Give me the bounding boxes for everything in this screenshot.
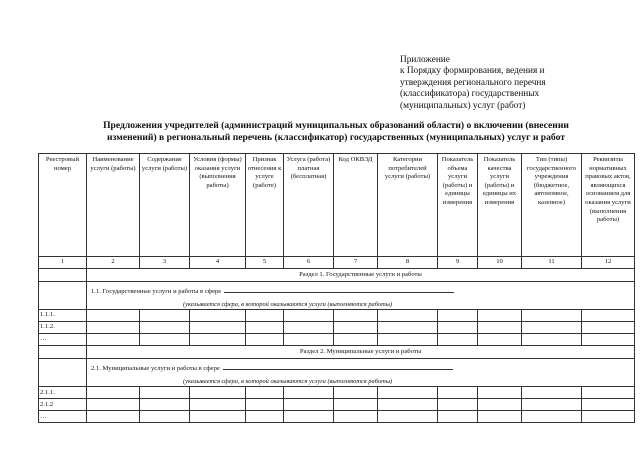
column-number: 7 bbox=[334, 257, 378, 269]
column-number: 3 bbox=[140, 257, 190, 269]
data-cell[interactable] bbox=[438, 334, 478, 346]
data-cell[interactable] bbox=[87, 411, 140, 423]
subsection-cell bbox=[87, 359, 635, 387]
header-cell: Реквизиты нормативных правовых актов, являющихся основанием для оказания услуги (выполнения работы) bbox=[582, 154, 635, 257]
data-cell[interactable] bbox=[140, 399, 190, 411]
appendix-note bbox=[400, 55, 635, 112]
data-cell[interactable] bbox=[378, 387, 438, 399]
data-cell[interactable] bbox=[190, 411, 246, 423]
title-line: изменений) в региональный перечень (классификатор) государственных (муниципальных) услуг и работ bbox=[107, 132, 565, 143]
row-number: 2.1.1. bbox=[39, 387, 87, 399]
column-number: 2 bbox=[87, 257, 140, 269]
column-number: 5 bbox=[246, 257, 284, 269]
table-row bbox=[39, 387, 635, 399]
data-cell[interactable] bbox=[87, 387, 140, 399]
data-cell[interactable] bbox=[140, 310, 190, 322]
header-cell: Тип (типы) государственного учреждения (бюджетное, автономное, казенное) bbox=[522, 154, 582, 257]
column-number: 9 bbox=[438, 257, 478, 269]
appendix-line: Приложение bbox=[400, 55, 450, 65]
data-cell[interactable] bbox=[438, 322, 478, 334]
table-row bbox=[39, 399, 635, 411]
data-cell[interactable] bbox=[378, 322, 438, 334]
data-cell[interactable] bbox=[284, 387, 334, 399]
data-cell[interactable] bbox=[582, 334, 635, 346]
data-cell[interactable] bbox=[522, 310, 582, 322]
data-cell[interactable] bbox=[438, 310, 478, 322]
data-cell[interactable] bbox=[284, 322, 334, 334]
empty-cell bbox=[39, 346, 87, 359]
section-title: Раздел 1. Государственные услуги и работы bbox=[87, 269, 635, 282]
column-number: 10 bbox=[478, 257, 522, 269]
table-row bbox=[39, 322, 635, 334]
column-number: 11 bbox=[522, 257, 582, 269]
data-cell[interactable] bbox=[522, 334, 582, 346]
header-cell: Условия (формы) оказания услуги (выполнения работы) bbox=[190, 154, 246, 257]
data-cell[interactable] bbox=[438, 399, 478, 411]
data-cell[interactable] bbox=[478, 310, 522, 322]
data-cell[interactable] bbox=[522, 399, 582, 411]
data-cell[interactable] bbox=[378, 310, 438, 322]
data-cell[interactable] bbox=[190, 322, 246, 334]
data-cell[interactable] bbox=[378, 334, 438, 346]
data-cell[interactable] bbox=[284, 411, 334, 423]
data-cell[interactable] bbox=[246, 399, 284, 411]
data-cell[interactable] bbox=[522, 322, 582, 334]
header-cell: Показатель качества услуги (работы) и единицы их измерения bbox=[478, 154, 522, 257]
column-number-row bbox=[39, 257, 635, 269]
data-cell[interactable] bbox=[87, 399, 140, 411]
table-row bbox=[39, 310, 635, 322]
header-cell: Услуга (работа) платная (бесплатная) bbox=[284, 154, 334, 257]
column-number: 4 bbox=[190, 257, 246, 269]
data-cell[interactable] bbox=[438, 411, 478, 423]
data-cell[interactable] bbox=[140, 334, 190, 346]
appendix-line: к Порядку формирования, ведения и bbox=[400, 66, 545, 77]
section-row bbox=[39, 346, 635, 359]
appendix-line: (муниципальных) услуг (работ) bbox=[400, 100, 526, 111]
row-number: 2.1.2 bbox=[39, 399, 87, 411]
subsection-title: 1.1. Государственные услуги и работы в сфере bbox=[91, 288, 222, 295]
table-row bbox=[39, 334, 635, 346]
section-title: Раздел 2. Муниципальные услуги и работы bbox=[87, 346, 635, 359]
appendix-line: (классификатора) государственных bbox=[400, 89, 540, 100]
data-cell[interactable] bbox=[378, 399, 438, 411]
data-cell[interactable] bbox=[190, 334, 246, 346]
sphere-blank-line[interactable] bbox=[224, 284, 454, 293]
data-cell[interactable] bbox=[478, 411, 522, 423]
sphere-hint: (указывается сфера, в которой оказываются услуги (выполняются работы) bbox=[183, 300, 393, 308]
register-table bbox=[38, 153, 635, 423]
subsection-row bbox=[39, 282, 635, 310]
header-cell: Реестровый номер bbox=[39, 154, 87, 257]
data-cell[interactable] bbox=[87, 322, 140, 334]
row-number: 1.1.2. bbox=[39, 322, 87, 334]
subsection-row bbox=[39, 359, 635, 387]
data-cell[interactable] bbox=[582, 322, 635, 334]
column-number: 6 bbox=[284, 257, 334, 269]
data-cell[interactable] bbox=[246, 387, 284, 399]
empty-cell bbox=[39, 269, 87, 282]
data-cell[interactable] bbox=[284, 310, 334, 322]
data-cell[interactable] bbox=[246, 411, 284, 423]
sphere-hint: (указывается сфера, в которой оказываются услуги (выполняются работы) bbox=[183, 377, 393, 385]
data-cell[interactable] bbox=[190, 310, 246, 322]
appendix-line: утверждения регионального перечня bbox=[400, 77, 546, 88]
data-cell[interactable] bbox=[140, 387, 190, 399]
header-cell: Признак отнесения к услуге (работе) bbox=[246, 154, 284, 257]
data-cell[interactable] bbox=[582, 310, 635, 322]
document-title bbox=[40, 120, 632, 144]
column-number: 8 bbox=[378, 257, 438, 269]
data-cell[interactable] bbox=[478, 334, 522, 346]
data-cell[interactable] bbox=[246, 334, 284, 346]
data-cell[interactable] bbox=[522, 387, 582, 399]
header-row bbox=[39, 154, 635, 257]
data-cell[interactable] bbox=[334, 334, 378, 346]
data-cell[interactable] bbox=[140, 411, 190, 423]
row-number: … bbox=[39, 334, 87, 346]
data-cell[interactable] bbox=[246, 310, 284, 322]
row-number: 1.1.1. bbox=[39, 310, 87, 322]
data-cell[interactable] bbox=[582, 399, 635, 411]
data-cell[interactable] bbox=[284, 399, 334, 411]
data-cell[interactable] bbox=[190, 399, 246, 411]
subsection-cell bbox=[87, 282, 635, 310]
data-cell[interactable] bbox=[284, 334, 334, 346]
section-row bbox=[39, 269, 635, 282]
row-number: … bbox=[39, 411, 87, 423]
column-number: 12 bbox=[582, 257, 635, 269]
data-cell[interactable] bbox=[522, 411, 582, 423]
data-cell[interactable] bbox=[334, 399, 378, 411]
column-number: 1 bbox=[39, 257, 87, 269]
data-cell[interactable] bbox=[334, 310, 378, 322]
sphere-blank-line[interactable] bbox=[223, 361, 453, 370]
data-cell[interactable] bbox=[334, 322, 378, 334]
data-cell[interactable] bbox=[87, 310, 140, 322]
subsection-title: 2.1. Муниципальные услуги и работы в сфере bbox=[91, 365, 220, 373]
header-cell: Категории потребителей услуги (работы) bbox=[378, 154, 438, 257]
header-cell: Содержание услуги (работы) bbox=[140, 154, 190, 257]
data-cell[interactable] bbox=[246, 322, 284, 334]
data-cell[interactable] bbox=[582, 387, 635, 399]
empty-cell bbox=[39, 359, 87, 387]
header-cell: Наименование услуги (работы) bbox=[87, 154, 140, 257]
data-cell[interactable] bbox=[478, 322, 522, 334]
data-cell[interactable] bbox=[438, 387, 478, 399]
data-cell[interactable] bbox=[334, 387, 378, 399]
header-cell: Код ОКВЭД bbox=[334, 154, 378, 257]
data-cell[interactable] bbox=[478, 399, 522, 411]
data-cell[interactable] bbox=[334, 411, 378, 423]
data-cell[interactable] bbox=[87, 334, 140, 346]
empty-cell bbox=[39, 282, 87, 310]
table-row bbox=[39, 411, 635, 423]
data-cell[interactable] bbox=[582, 411, 635, 423]
data-cell[interactable] bbox=[190, 387, 246, 399]
data-cell[interactable] bbox=[140, 322, 190, 334]
data-cell[interactable] bbox=[378, 411, 438, 423]
header-cell: Показатель объема услуги (работы) и единицы измерения bbox=[438, 154, 478, 257]
title-line: Предложения учредителей (администраций муниципальных образований области) о включении (внесении bbox=[103, 120, 569, 131]
data-cell[interactable] bbox=[478, 387, 522, 399]
